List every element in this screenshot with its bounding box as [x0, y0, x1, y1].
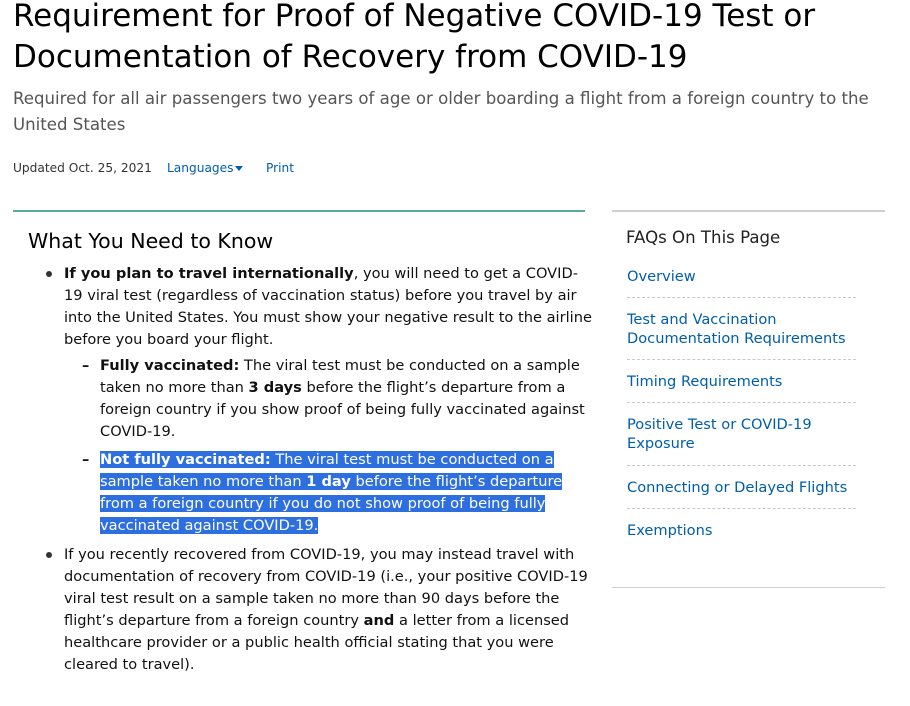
faq-item-exemptions[interactable]: Exemptions [627, 522, 713, 539]
list-item [64, 544, 594, 676]
faq-item-overview[interactable]: Overview [627, 267, 856, 298]
print-link[interactable]: Print [266, 161, 295, 175]
sub-strong: Not fully vaccinated: [100, 451, 271, 468]
page-subtitle: Required for all air passengers two years of age or older boarding a flight from a foreign country to the United States [13, 89, 869, 134]
bullet-bold: and [363, 612, 395, 629]
sidebar-divider-top [612, 210, 885, 212]
faq-item-connecting-flights[interactable]: Connecting or Delayed Flights [627, 466, 856, 509]
faq-item-test-vaccination[interactable]: Test and Vaccination Documentation Requirements [627, 298, 856, 360]
bullet-strong: If you plan to travel internationally [64, 265, 354, 282]
vaccination-sublist [64, 355, 594, 537]
faq-item-timing[interactable]: Timing Requirements [627, 360, 856, 403]
updated-date: Updated Oct. 25, 2021 [13, 161, 152, 175]
list-item [64, 263, 594, 537]
sub-bold: 1 day [306, 473, 351, 490]
requirements-list [28, 263, 594, 676]
caret-down-icon [235, 166, 243, 171]
section-heading: What You Need to Know [28, 229, 274, 253]
list-item [100, 449, 594, 537]
bullet-text: If you recently recovered from COVID-19, you may instead travel with documentation of recovery from COVID-19 (i.e., your positive COVID-19 viral test result on a sample taken no more than 90 days before the flight’s departure from a foreign country [64, 546, 588, 629]
list-item [100, 355, 594, 443]
faq-title: FAQs On This Page [626, 228, 781, 247]
selected-text[interactable] [100, 451, 562, 534]
page-title: Requirement for Proof of Negative COVID-19 Test or Documentation of Recovery from COVID-19 [13, 0, 816, 75]
faq-list [627, 267, 856, 540]
languages-label: Languages [167, 161, 234, 175]
sub-text: The viral test must be conducted on a sample taken no more than [100, 451, 554, 490]
sub-text: before the flight’s departure from a foreign country if you show proof of being fully vaccinated against COVID-19. [100, 379, 585, 440]
bullet-text: a letter from a licensed healthcare provider or a public health official stating that you were cleared to travel). [64, 612, 570, 673]
sub-text: before the flight’s departure from a foreign country if you do not show proof of being fully vaccinated against COVID-19. [100, 473, 563, 534]
faq-item-positive-test[interactable]: Positive Test or COVID-19 Exposure [627, 403, 856, 466]
main-section-divider [13, 210, 585, 212]
sub-strong: Fully vaccinated: [100, 357, 240, 374]
sub-text: The viral test must be conducted on a sample taken no more than [100, 357, 580, 396]
bullet-text: , you will need to get a COVID-19 viral test (regardless of vaccination status) before you travel by air into the United States. You must show your negative result to the airline before you board your flight. [64, 265, 592, 348]
languages-dropdown[interactable] [167, 159, 243, 177]
sub-bold: 3 days [248, 379, 302, 396]
sidebar-divider-bottom [612, 587, 885, 588]
